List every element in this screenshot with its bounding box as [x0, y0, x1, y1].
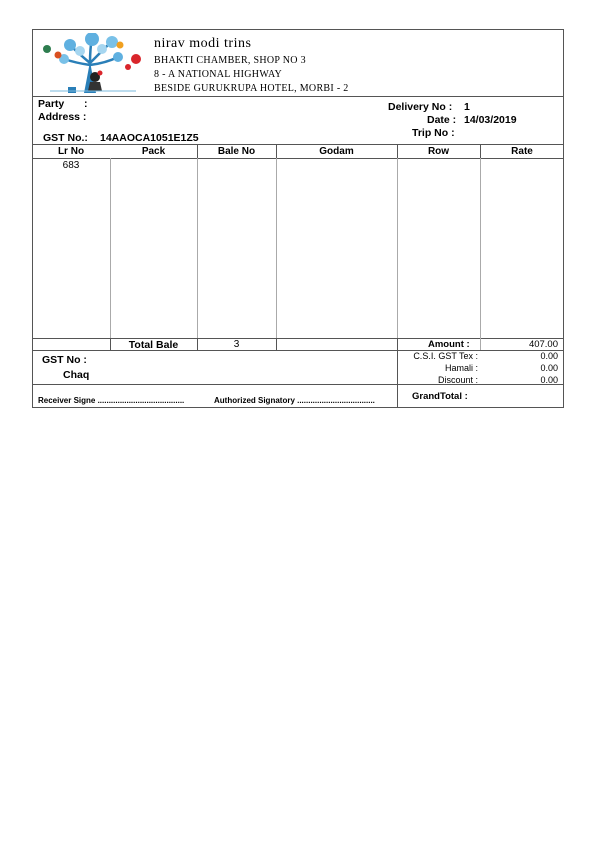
column-header-godam: Godam	[319, 146, 354, 157]
trip-no-label: Trip No :	[412, 127, 455, 139]
delivery-no-value: 1	[464, 101, 470, 113]
header-column-divider	[480, 144, 481, 158]
chaq-label: Chaq	[63, 369, 90, 381]
column-header-bale-no: Bale No	[217, 146, 256, 157]
header-column-divider	[397, 144, 398, 158]
table-top-border	[32, 144, 564, 145]
total-bale-label: Total Bale	[128, 339, 179, 351]
header-divider	[32, 96, 564, 97]
column-header-pack: Pack	[141, 146, 166, 157]
party-colon: :	[84, 98, 88, 110]
gst-tax-label: C.S.I. GST Tex :	[413, 351, 478, 361]
gst-no-label: GST No :	[42, 354, 87, 366]
hamali-label: Hamali :	[444, 363, 478, 373]
grand-total-label: GrandTotal :	[412, 391, 468, 402]
column-divider	[197, 158, 198, 338]
column-header-rate: Rate	[511, 146, 533, 157]
date-label: Date :	[427, 114, 457, 126]
delivery-no-label: Delivery No :	[388, 101, 453, 113]
footer-top-border	[32, 384, 564, 385]
gst-tax-value: 0.00	[540, 351, 558, 361]
total-bale-value: 3	[233, 339, 240, 350]
tree-people-logo-icon	[40, 33, 144, 95]
amount-value: 407.00	[528, 339, 558, 350]
column-divider	[480, 158, 481, 338]
discount-value: 0.00	[540, 375, 558, 385]
column-header-lr-no: Lr No	[57, 146, 85, 157]
company-name: nirav modi trins	[154, 36, 252, 51]
company-address-line-3: BESIDE GURUKRUPA HOTEL, MORBI - 2	[154, 83, 349, 94]
totals-divider	[397, 338, 398, 408]
table-header-bottom-border	[32, 158, 564, 159]
header-column-divider	[197, 144, 198, 158]
gst-value: 14AAOCA1051E1Z5	[100, 132, 199, 144]
authorized-signatory-line: Authorized Signatory ...................................	[214, 396, 375, 405]
party-label: Party	[38, 98, 65, 110]
address-label: Address :	[38, 111, 87, 123]
amount-label: Amount :	[428, 339, 470, 350]
gst-label: GST No.:	[43, 132, 88, 144]
column-header-row: Row	[427, 146, 450, 157]
table-row-lr-no: 683	[62, 160, 80, 171]
column-divider	[276, 158, 277, 338]
discount-label: Discount :	[437, 375, 478, 385]
date-value: 14/03/2019	[464, 114, 517, 126]
column-divider	[110, 158, 111, 338]
company-address-line-1: BHAKTI CHAMBER, SHOP NO 3	[154, 55, 306, 66]
header-column-divider	[276, 144, 277, 158]
receiver-sign-line: Receiver Signe .......................................	[38, 396, 185, 405]
totals-divider	[276, 338, 277, 350]
company-address-line-2: 8 - A NATIONAL HIGHWAY	[154, 69, 283, 80]
column-divider	[397, 158, 398, 338]
hamali-value: 0.00	[540, 363, 558, 373]
